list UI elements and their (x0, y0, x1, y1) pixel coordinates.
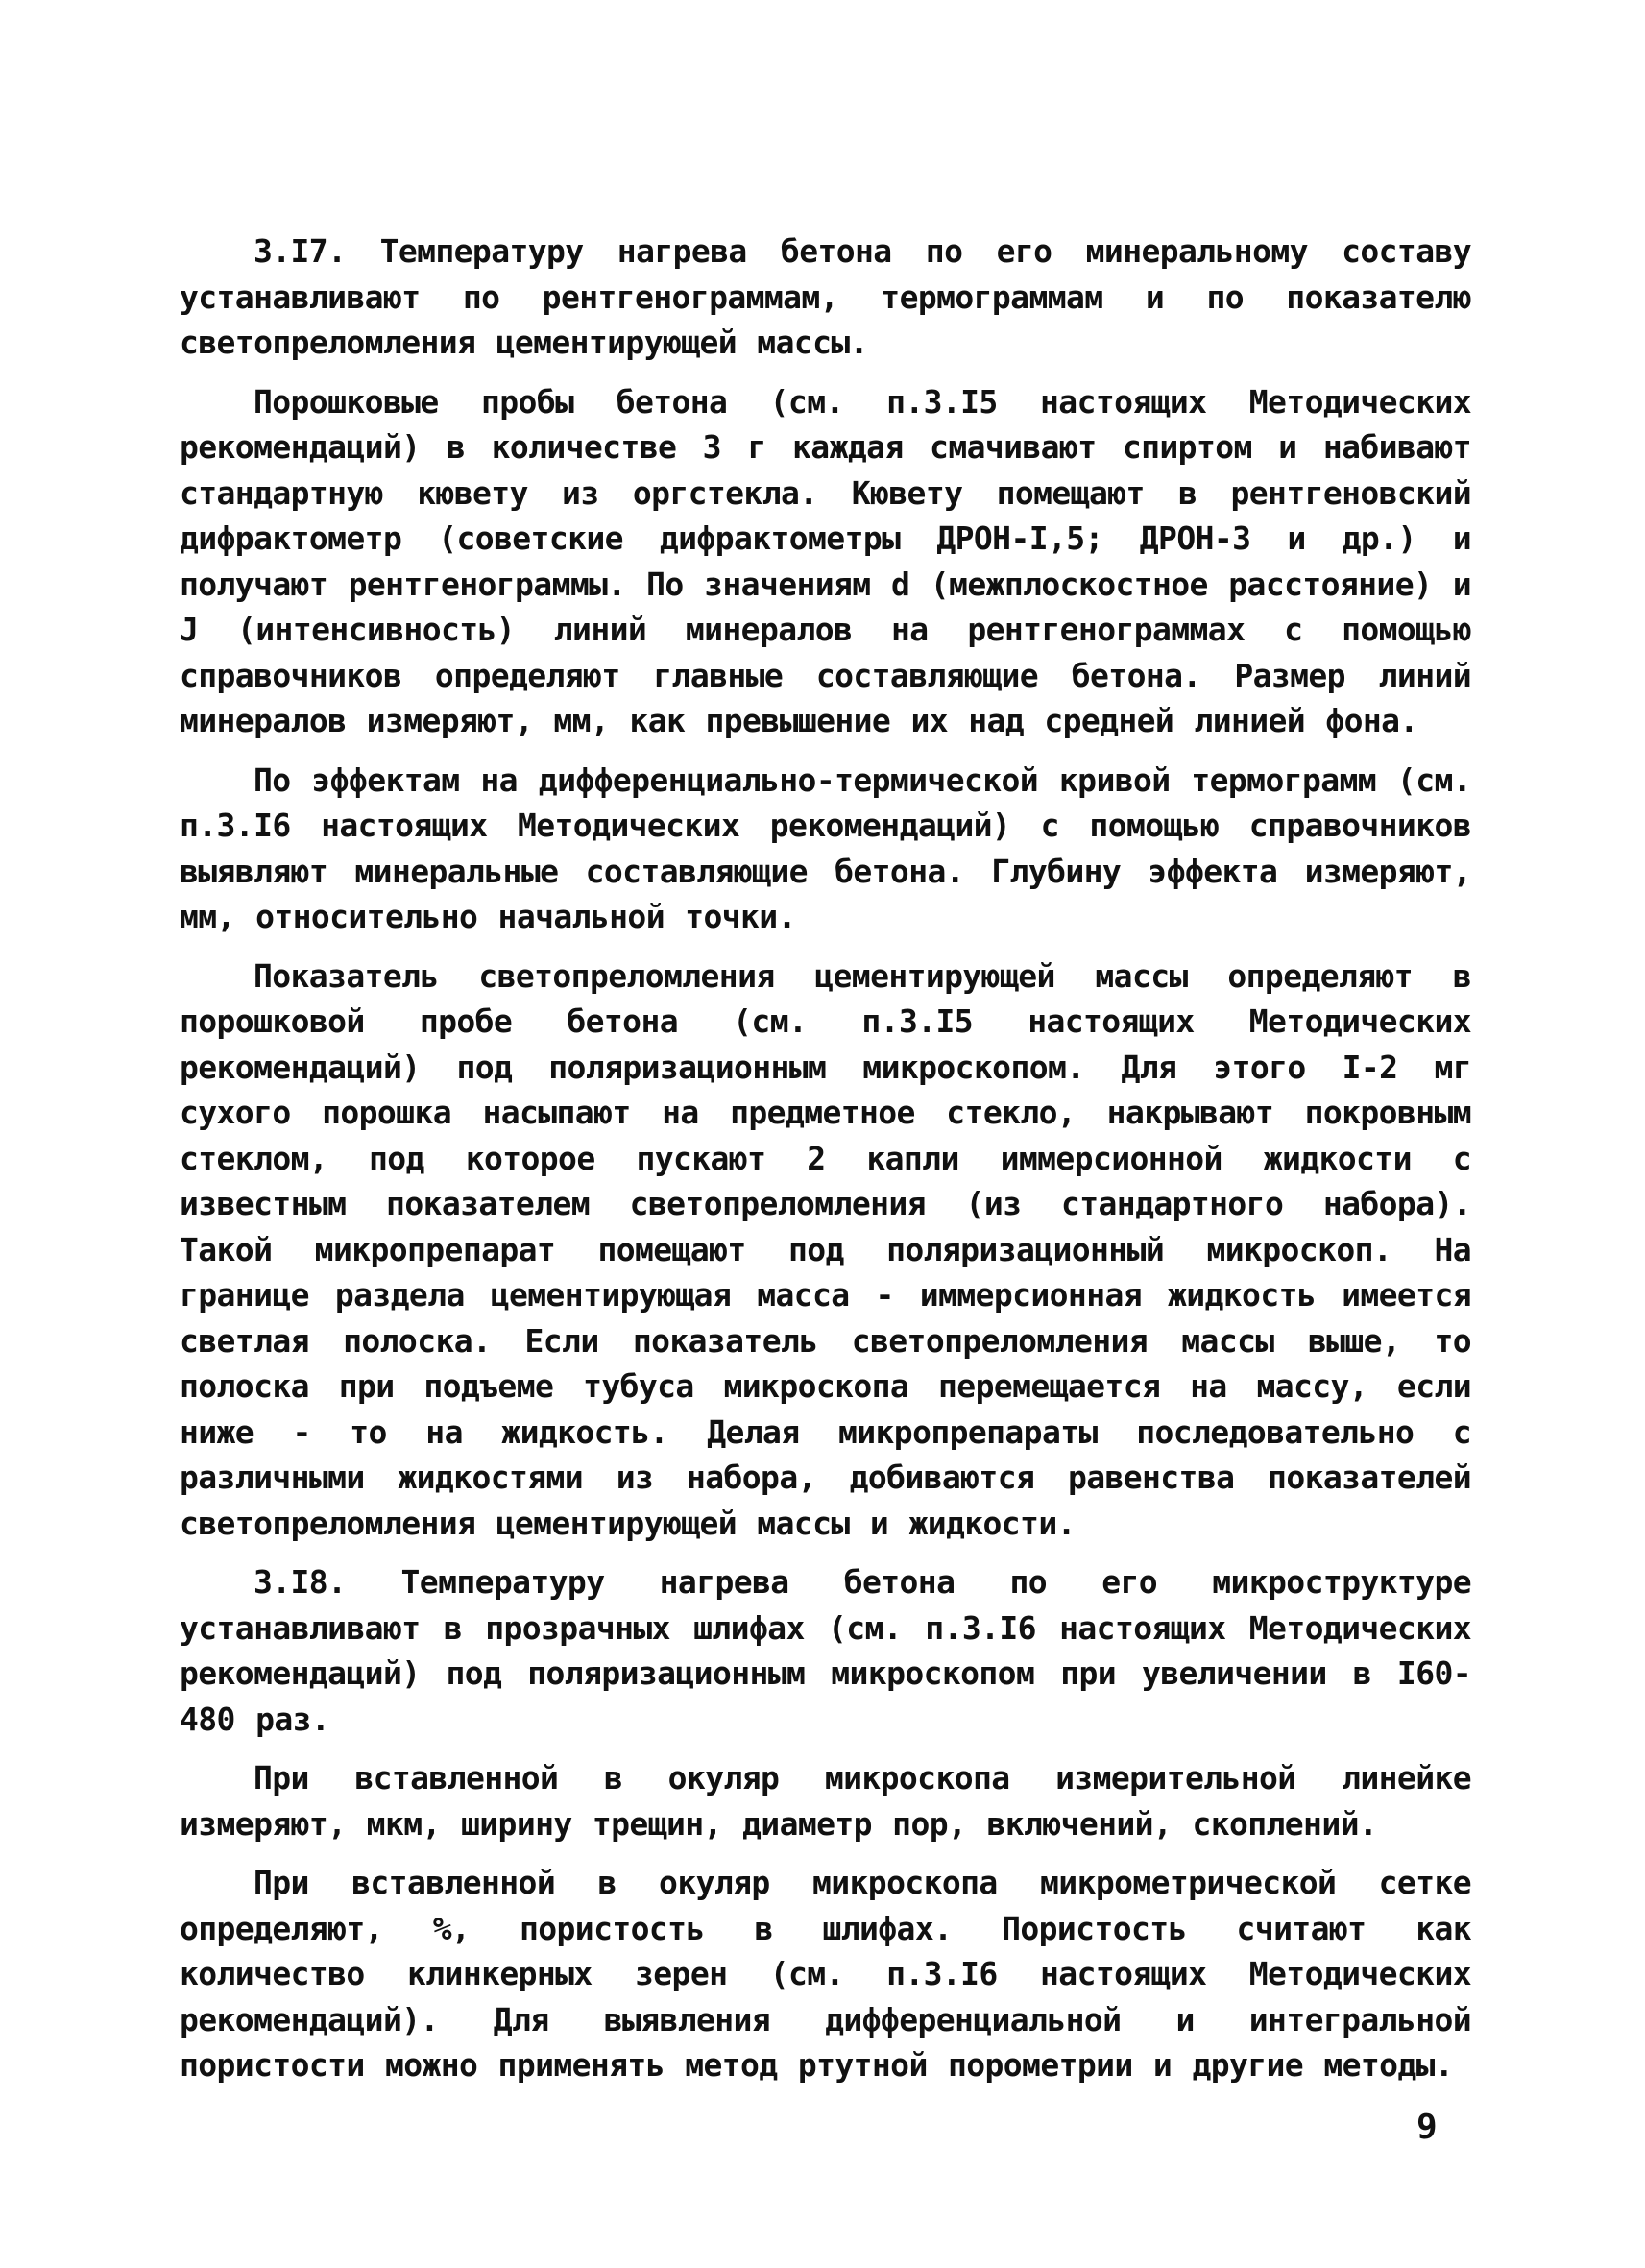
paragraph-thermograms: По эффектам на дифференциально-термической кривой термограмм (см. п.3.I6 настоящих Методических рекомендаций) с помощью справочников выявляют минеральные составляющие бетона. Глубину эффекта измеряют, мм, относительно начальной точки. (180, 760, 1471, 935)
paragraph-3-17: 3.I7. Температуру нагрева бетона по его минеральному составу устанавливают по рентгенограммам, термограммам и по показателю светопреломления цементирующей массы. (180, 232, 1471, 361)
paragraph-3-18: 3.I8. Температуру нагрева бетона по его микроструктуре устанавливают в прозрачных шлифах (см. п.3.I6 настоящих Методических рекомендаций) под поляризационным микроскопом при увеличении в I60-480 раз. (180, 1563, 1471, 1738)
paragraph-refraction-index: Показатель светопреломления цементирующей массы определяют в порошковой пробе бетона (см. п.3.I5 настоящих Методических рекомендаций) под поляризационным микроскопом. Для этого I-2 мг сухого порошка насыпают на предметное стекло, накрывают покровным стеклом, под которое пускают 2 капли иммерсионной жидкости с известным показателем светопреломления (из стандартного набора). Такой микропрепарат помещают под поляризационный микроскоп. На границе раздела цементирующая масса - иммерсионная жидкость имеется светлая полоска. Если показатель светопреломления массы выше, то полоска при подъеме тубуса микроскопа перемещается на массу, если ниже - то на жидкость. Делая микропрепараты последовательно с различными жидкостями из набора, добиваются равенства показателей светопреломления цементирующей массы и жидкости. (180, 956, 1471, 1542)
paragraph-measuring-ruler: При вставленной в окуляр микроскопа измерительной линейке измеряют, мкм, ширину трещин, диаметр пор, включений, скоплений. (180, 1759, 1471, 1843)
body-text (180, 229, 1471, 2088)
page-number: 9 (1416, 2108, 1438, 2147)
paragraph-xray-samples: Порошковые пробы бетона (см. п.3.I5 настоящих Методических рекомендаций) в количестве 3 г каждая смачивают спиртом и набивают стандартную кювету из оргстекла. Кювету помещают в рентгеновский дифрактометр (советские дифрактометры ДРОН-I,5; ДРОН-3 и др.) и получают рентгенограммы. По значениям d (межплоскостное расстояние) и J (интенсивность) линий минералов на рентгенограммах с помощью справочников определяют главные составляющие бетона. Размер линий минералов измеряют, мм, как превышение их над средней линией фона. (180, 382, 1471, 739)
paragraph-porosity: При вставленной в окуляр микроскопа микрометрической сетке определяют, %, пористость в шлифах. Пористость считают как количество клинкерных зерен (см. п.3.I6 настоящих Методических рекомендаций). Для выявления дифференциальной и интегральной пористости можно применять метод ртутной порометрии и другие методы. (180, 1864, 1471, 2084)
